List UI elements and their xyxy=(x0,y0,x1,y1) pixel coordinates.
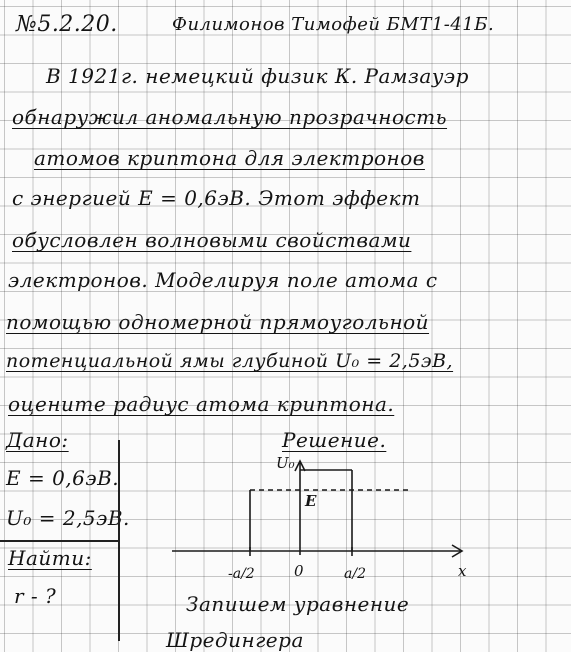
solution-text: Шредингера xyxy=(166,628,304,652)
author-line: Филимонов Тимофей БМТ1-41Б. xyxy=(172,14,495,35)
solution-text: Запишем уравнение xyxy=(186,592,410,616)
left-tick-label: -a/2 xyxy=(228,566,255,582)
problem-line: электронов. Моделируя поле атома с xyxy=(8,268,438,292)
origin-label: 0 xyxy=(294,562,304,580)
given-heading: Дано: xyxy=(6,428,69,452)
e-label: E xyxy=(305,492,317,510)
given-item-depth: U₀ = 2,5эВ. xyxy=(6,506,130,530)
problem-line: потенциальной ямы глубиной U₀ = 2,5эВ, xyxy=(6,350,454,372)
problem-line: помощью одномерной прямоугольной xyxy=(6,310,430,334)
find-heading: Найти: xyxy=(8,546,92,570)
problem-line: с энергией E = 0,6эВ. Этот эффект xyxy=(12,186,421,210)
problem-line: обусловлен волновыми свойствами xyxy=(12,228,412,252)
given-item-energy: E = 0,6эВ. xyxy=(6,466,120,490)
right-tick-label: a/2 xyxy=(344,566,366,582)
problem-line: оцените радиус атома криптона. xyxy=(8,392,395,416)
u0-label: U₀ xyxy=(276,454,295,472)
problem-line: обнаружил аномальную прозрачность xyxy=(12,105,448,129)
x-label: x xyxy=(458,562,467,580)
problem-line: В 1921г. немецкий физик К. Рамзауэр xyxy=(46,64,469,88)
problem-line: атомов криптона для электронов xyxy=(34,146,425,170)
solution-heading: Решение. xyxy=(282,428,387,452)
problem-number: №5.2.20. xyxy=(16,12,118,37)
find-item: r - ? xyxy=(14,584,57,608)
